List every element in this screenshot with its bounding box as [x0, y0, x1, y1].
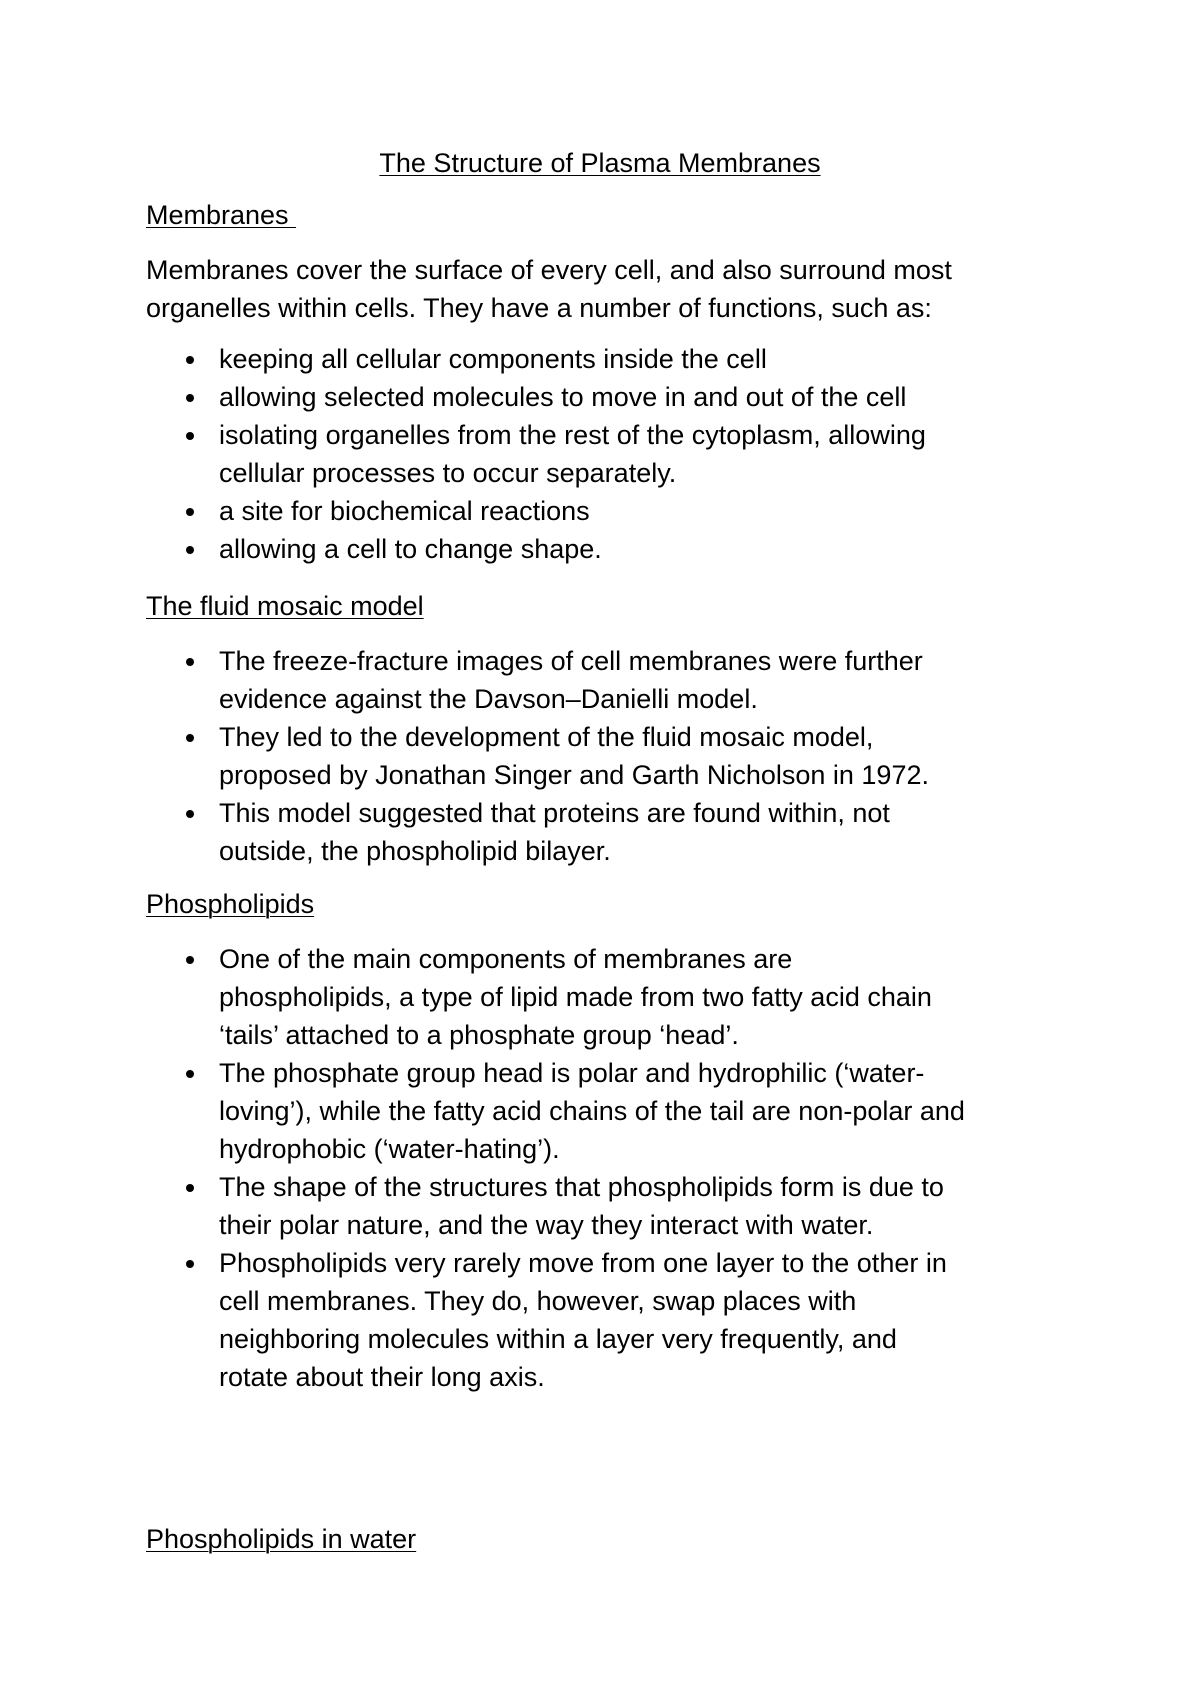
list-item: This model suggested that proteins are found within, not outside, the phospholipid bilayer. [146, 794, 1086, 870]
section-heading: The fluid mosaic model [146, 591, 424, 621]
list-item: Phospholipids very rarely move from one layer to the other in cell membranes. They do, however, swap places with neighboring molecules within a layer very frequently, and rotate about their long axis. [146, 1244, 1086, 1396]
list-item: allowing a cell to change shape. [146, 530, 1086, 568]
section-heading: Membranes [146, 200, 297, 230]
list-item: The shape of the structures that phospholipids form is due to their polar nature, and the way they interact with water. [146, 1168, 1086, 1244]
list-item: allowing selected molecules to move in and out of the cell [146, 378, 1086, 416]
list-item: They led to the development of the fluid mosaic model, proposed by Jonathan Singer and Garth Nicholson in 1972. [146, 718, 1086, 794]
section-heading: Phospholipids [146, 889, 315, 919]
bullet-list [146, 340, 1086, 568]
section-heading: Phospholipids in water [146, 1524, 417, 1554]
list-item: The phosphate group head is polar and hydrophilic (‘water- loving’), while the fatty acid chains of the tail are non-polar and hydrophobic (‘water-hating’). [146, 1054, 1086, 1168]
bullet-list [146, 940, 1086, 1396]
section-intro: Membranes cover the surface of every cell, and also surround most organelles within cells. They have a number of functions, such as: [146, 255, 952, 323]
bullet-list [146, 642, 1086, 870]
list-item: keeping all cellular components inside the cell [146, 340, 1086, 378]
list-item: The freeze-fracture images of cell membranes were further evidence against the Davson–Danielli model. [146, 642, 1086, 718]
section-membranes [146, 196, 1086, 234]
list-item: a site for biochemical reactions [146, 492, 1086, 530]
list-item: isolating organelles from the rest of the cytoplasm, allowing cellular processes to occur separately. [146, 416, 1086, 492]
list-item: One of the main components of membranes are phospholipids, a type of lipid made from two fatty acid chain ‘tails’ attached to a phosphate group ‘head’. [146, 940, 1086, 1054]
document-title: The Structure of Plasma Membranes [379, 148, 821, 178]
